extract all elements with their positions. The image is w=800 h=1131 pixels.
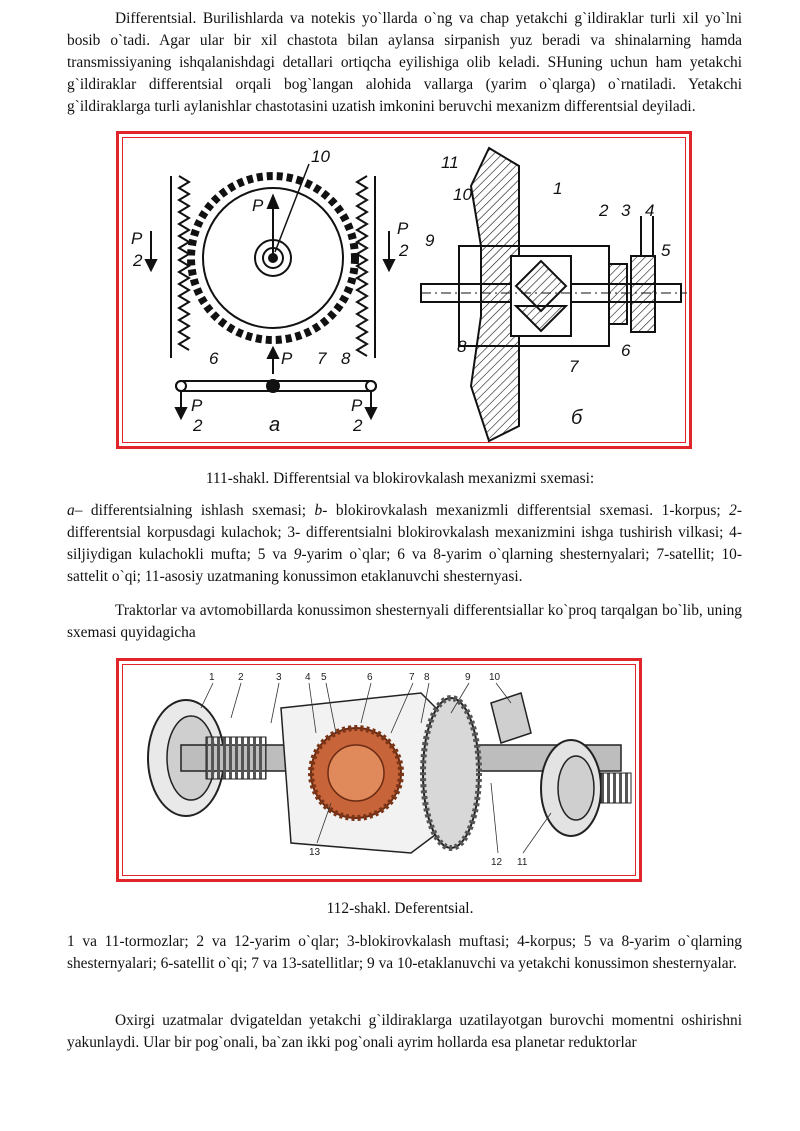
label-b-10: 10 bbox=[453, 185, 472, 204]
figure-111-legend: a– differentsialning ishlash sxemasi; b- blokirovkalash mexanizmli differentsial sxemasi. 1-korpus; 2-differentsial korpusdagi kulachok; 3- differentsialni blokirovkalash mexanizmini ishga tushirish vilkasi; 4- siljiydigan kulachokli mufta; 5 va 9-yarim o`qlar; 6 va 8-yarim o`qlarning shesternyalari; 7-satellit; 10-sattelit o`qi; 11-asosiy uzatmaning konussimon etaklanuvchi shesternyasi. bbox=[67, 502, 742, 585]
figure-112-frame bbox=[116, 658, 642, 882]
label-a-P: P bbox=[252, 196, 264, 215]
label-b-7: 7 bbox=[569, 357, 579, 376]
label-b-6: 6 bbox=[621, 341, 631, 360]
fig112-label-8: 8 bbox=[424, 672, 430, 683]
fig112-label-7: 7 bbox=[409, 672, 415, 683]
label-a-P-right: P bbox=[397, 219, 409, 238]
label-b-11: 11 bbox=[441, 153, 459, 172]
fig112-label-5: 5 bbox=[321, 672, 327, 683]
label-b-3: 3 bbox=[621, 201, 631, 220]
fig112-label-6: 6 bbox=[367, 672, 373, 683]
paragraph-final-drives: Oxirgi uzatmalar dvigateldan yetakchi g`ildiraklarga uzatilayotgan burovchi momentni oshirishni yakunlaydi. Ular bir pog`onali, ba`zan ikki pog`onali ayrim hollarda esa planetar reduktorlar bbox=[67, 1012, 742, 1051]
fig112-label-13: 13 bbox=[309, 847, 321, 858]
figure-111-drawing bbox=[121, 136, 687, 444]
label-a-2-lever-right: 2 bbox=[353, 416, 363, 435]
label-a-2-lever-left: 2 bbox=[193, 416, 203, 435]
label-b-8: 8 bbox=[457, 337, 467, 356]
label-b-5: 5 bbox=[661, 241, 671, 260]
label-b-2: 2 bbox=[599, 201, 609, 220]
label-a-P-lever-right: P bbox=[351, 396, 363, 415]
label-b-letter: б bbox=[571, 407, 583, 429]
label-a-P-left: P bbox=[131, 229, 143, 248]
fig112-label-4: 4 bbox=[305, 672, 311, 683]
label-b-1: 1 bbox=[553, 179, 563, 198]
figure-111-caption: 111-shakl. Differentsial va blokirovkalash mexanizmi sxemasi: bbox=[205, 470, 595, 487]
label-a-P-bottom: P bbox=[281, 349, 293, 368]
fig112-label-9: 9 bbox=[465, 672, 471, 683]
label-a-8: 8 bbox=[341, 349, 351, 368]
label-a-2-left: 2 bbox=[133, 251, 143, 270]
label-a-6: 6 bbox=[209, 349, 219, 368]
fig112-label-1: 1 bbox=[209, 672, 215, 683]
fig112-label-10: 10 bbox=[489, 672, 501, 683]
fig112-label-3: 3 bbox=[276, 672, 282, 683]
label-b-4: 4 bbox=[645, 201, 655, 220]
label-a-7: 7 bbox=[317, 349, 327, 368]
fig112-label-12: 12 bbox=[491, 857, 503, 868]
fig112-label-2: 2 bbox=[238, 672, 244, 683]
label-a-letter: a bbox=[269, 414, 281, 436]
paragraph-differential-intro: Differentsial. Burilishlarda va notekis yo`llarda o`ng va chap yetakchi g`ildiraklar turli xil yo`lni bosib o`tadi. Agar ular bir xil chastota bilan aylansa sirpanish yuz beradi va shinalarning hamda transmissiyaning ishqalanishdagi detallari ortiqcha eyilishiga olib keladi. SHuning uchun ham yetakchi g`ildiraklar differentsial orqali bog`langan alohida vallarga (yarim o`qlarga) o`rnatiladi. Yetakchi g`ildiraklarga turli aylanishlar chastotasini uzatish imkonini beruvchi mexanizm differentsial deyiladi. bbox=[67, 10, 742, 115]
figure-112-drawing bbox=[121, 663, 637, 877]
label-a-2-right: 2 bbox=[399, 241, 409, 260]
label-b-9: 9 bbox=[425, 231, 435, 250]
figure-112-caption: 112-shakl. Deferentsial. bbox=[326, 900, 474, 917]
paragraph-conical-differentials: Traktorlar va avtomobillarda konussimon shesternyali differentsiallar ko`proq tarqalgan bo`lib, uning sxemasi quyidagicha bbox=[67, 602, 742, 641]
figure-111-frame bbox=[116, 131, 692, 449]
figure-112-legend: 1 va 11-tormozlar; 2 va 12-yarim o`qlar; 3-blokirovkalash muftasi; 4-korpus; 5 va 8-yarim o`qlarning shesternyalari; 6-satellit o`qi; 7 va 13-satellitlar; 9 va 10-etaklanuvchi va yetakchi konussimon shesternyalar. bbox=[67, 933, 742, 972]
label-a-10: 10 bbox=[311, 147, 330, 166]
fig112-label-11: 11 bbox=[517, 857, 528, 868]
label-a-P-lever-left: P bbox=[191, 396, 203, 415]
